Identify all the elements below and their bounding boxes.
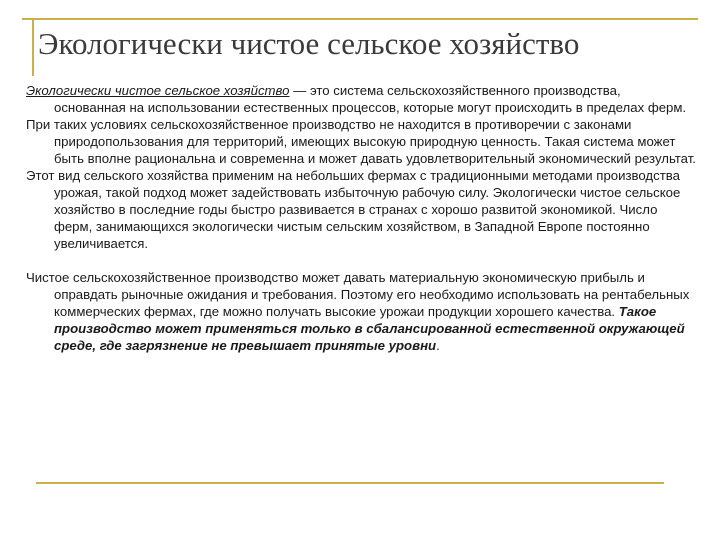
- profit-end: .: [436, 338, 440, 353]
- bottom-divider-line: [36, 482, 664, 484]
- slide-body: [26, 82, 696, 354]
- paragraph-definition: [26, 82, 696, 116]
- top-divider-line: [22, 18, 698, 20]
- paragraph-profit: [26, 269, 696, 354]
- paragraph-conditions: [26, 116, 696, 167]
- paragraph-applicability: [26, 167, 696, 252]
- profit-emphasis: Такое производство может применяться только в сбалансированной естественной окружающей среде, где загрязнение не превышает принятые уровни: [54, 304, 685, 353]
- definition-term: Экологически чистое сельское хозяйство: [26, 83, 290, 98]
- definition-text: — это система сельскохозяйственного производства, основанная на использовании естественных процессов, которые могут происходить в пределах ферм.: [54, 83, 687, 115]
- conditions-text: При таких условиях сельскохозяйственное производство не находится в противоречии с законами природопользования для территорий, имеющих высокую природную ценность. Такая система может быть вполне рациональна и современна и может давать удовлетворительный экономический результат.: [26, 117, 696, 166]
- left-accent-line: [32, 18, 34, 76]
- profit-text: Чистое сельскохозяйственное производство может давать материальную экономическую прибыль и оправдать рыночные ожидания и требования. Поэтому его необходимо использовать на рентабельных коммерческих фермах, где можно получать высокие урожаи продукции хорошего качества.: [26, 270, 690, 319]
- slide-title: Экологически чистое сельское хозяйство: [38, 26, 580, 61]
- applicability-text: Этот вид сельского хозяйства применим на небольших фермах с традиционными методами производства урожая, такой подход может задействовать избыточную рабочую силу. Экологически чистое сельское хозяйство в последние годы быстро развивается в странах с хорошо развитой экономикой. Число ферм, занимающихся экологически чистым сельским хозяйством, в Западной Европе постоянно увеличивается.: [26, 168, 681, 251]
